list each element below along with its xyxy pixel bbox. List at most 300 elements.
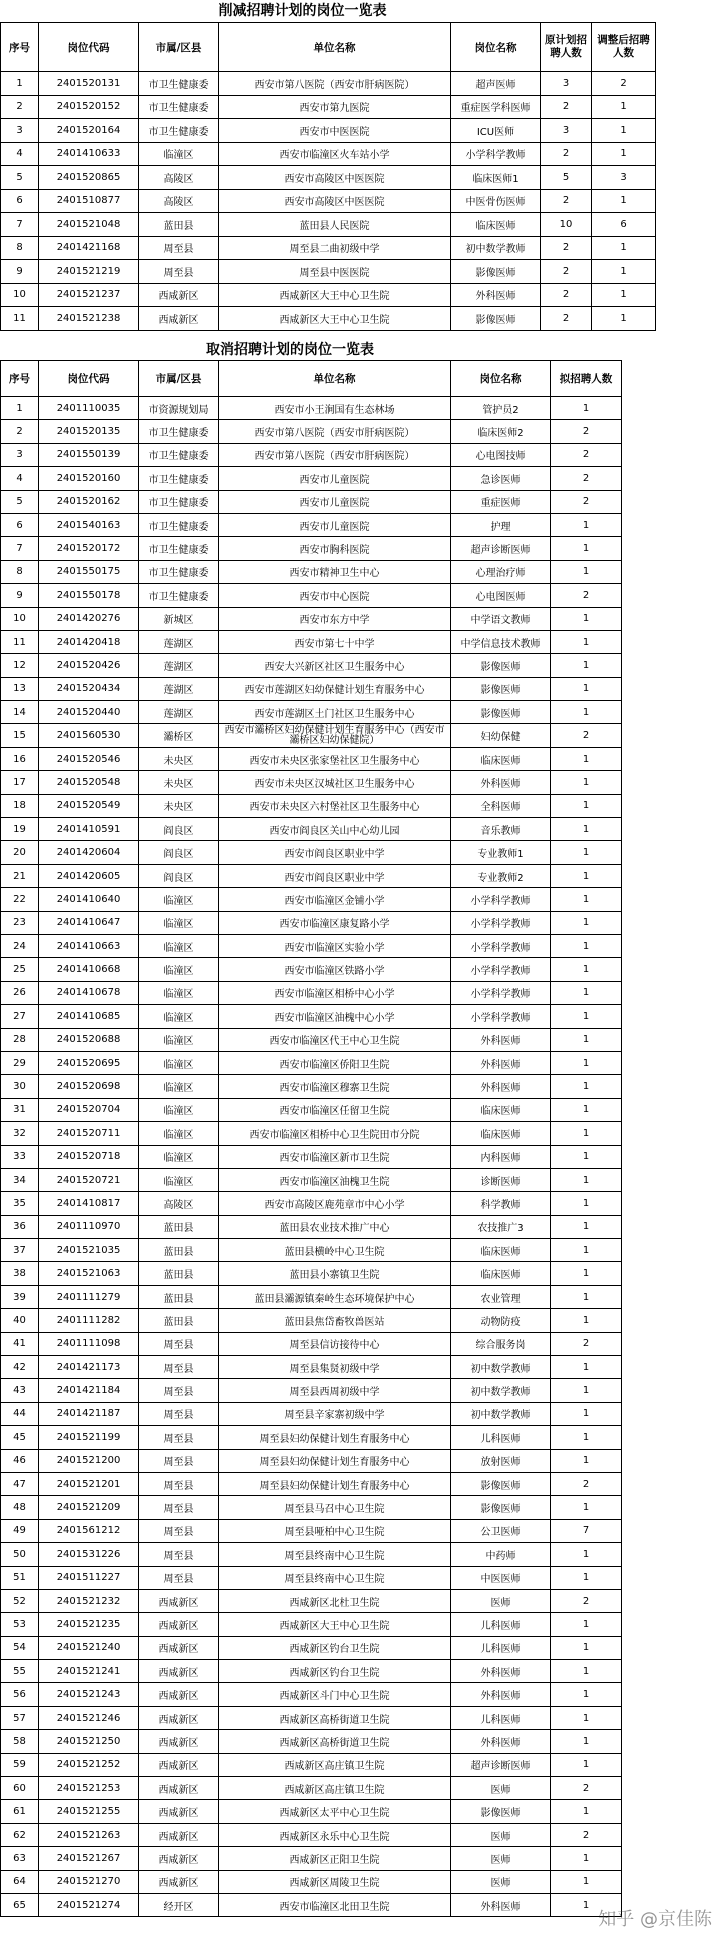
table2-header-cell: 岗位代码 xyxy=(39,361,139,397)
table-cell: 西安市临潼区相桥中心小学 xyxy=(219,981,451,1004)
table-row xyxy=(1,1145,622,1168)
table-cell: 2401560530 xyxy=(39,724,139,747)
table-cell: 西安市临潼区油槐卫生院 xyxy=(219,1168,451,1191)
table-cell: 1 xyxy=(551,1402,622,1425)
table-cell: 护理 xyxy=(451,513,551,536)
table-row xyxy=(1,701,622,724)
table-cell: 周至县妇幼保健计划生育服务中心 xyxy=(219,1449,451,1472)
table-cell: 11 xyxy=(1,630,39,653)
table-cell: 1 xyxy=(551,1262,622,1285)
table-cell: 2401110970 xyxy=(39,1215,139,1238)
table-cell: 临床医师 xyxy=(451,1098,551,1121)
table-cell: 4 xyxy=(1,142,39,166)
table-cell: 初中数学教师 xyxy=(451,236,541,260)
table-cell: 24 xyxy=(1,934,39,957)
table-cell: 西咸新区大王中心卫生院 xyxy=(219,283,451,307)
table-cell: 周至县 xyxy=(139,1379,219,1402)
table-cell: 西安市临潼区金铺小学 xyxy=(219,888,451,911)
table-cell: 高陵区 xyxy=(139,166,219,190)
table-cell: 临潼区 xyxy=(139,958,219,981)
table-cell: 2 xyxy=(551,467,622,490)
table-cell: 小学科学教师 xyxy=(451,958,551,981)
table-cell: 市卫生健康委 xyxy=(139,560,219,583)
table-cell: 39 xyxy=(1,1285,39,1308)
table-cell: 2401520546 xyxy=(39,747,139,770)
table-cell: 西咸新区 xyxy=(139,1870,219,1893)
table-cell: 63 xyxy=(1,1847,39,1870)
table-cell: 临潼区 xyxy=(139,1005,219,1028)
table-cell: 音乐教师 xyxy=(451,818,551,841)
table-cell: 阎良区 xyxy=(139,818,219,841)
table-row xyxy=(1,1051,622,1074)
table-cell: 1 xyxy=(551,1051,622,1074)
table-cell: 51 xyxy=(1,1566,39,1589)
table-row xyxy=(1,1356,622,1379)
table-cell: 1 xyxy=(551,1285,622,1308)
table-cell: 60 xyxy=(1,1777,39,1800)
table-cell: 2 xyxy=(551,443,622,466)
table-cell: 2 xyxy=(551,1472,622,1495)
table-cell: 西安市高陵区中医医院 xyxy=(219,166,451,190)
table-cell: 7 xyxy=(551,1519,622,1542)
table-cell: 8 xyxy=(1,236,39,260)
table-cell: 医师 xyxy=(451,1847,551,1870)
table-cell: 57 xyxy=(1,1706,39,1729)
table-cell: 2401520434 xyxy=(39,677,139,700)
table-cell: 市卫生健康委 xyxy=(139,420,219,443)
table-row xyxy=(1,677,622,700)
table-cell: 周至县 xyxy=(139,236,219,260)
table-cell: 1 xyxy=(551,1449,622,1472)
table-cell: 1 xyxy=(551,1660,622,1683)
table-cell: 西安市中心医院 xyxy=(219,584,451,607)
table-cell: 2401520152 xyxy=(39,95,139,119)
table-cell: 临潼区 xyxy=(139,981,219,1004)
table-cell: 53 xyxy=(1,1613,39,1636)
table-cell: 医师 xyxy=(451,1589,551,1612)
table-row xyxy=(1,1496,622,1519)
table-cell: 1 xyxy=(551,934,622,957)
table-cell: 西安市临潼区新市卫生院 xyxy=(219,1145,451,1168)
table-cell: 科学教师 xyxy=(451,1192,551,1215)
table-row xyxy=(1,72,656,96)
table-cell: 2401520131 xyxy=(39,72,139,96)
table-row xyxy=(1,513,622,536)
table-cell: 58 xyxy=(1,1730,39,1753)
table-row xyxy=(1,1192,622,1215)
table-cell: 蓝田县焦岱畜牧兽医站 xyxy=(219,1309,451,1332)
table-cell: 37 xyxy=(1,1239,39,1262)
table-cell: 1 xyxy=(551,747,622,770)
table-cell: 43 xyxy=(1,1379,39,1402)
table-cell: 6 xyxy=(1,189,39,213)
table-cell: 公卫医师 xyxy=(451,1519,551,1542)
table-cell: 西咸新区北杜卫生院 xyxy=(219,1589,451,1612)
table-cell: 2 xyxy=(551,724,622,747)
table-cell: 西安市临潼区穆寨卫生院 xyxy=(219,1075,451,1098)
table-cell: 1 xyxy=(551,1566,622,1589)
table-cell: 中学信息技术教师 xyxy=(451,630,551,653)
table-cell: 2401531226 xyxy=(39,1543,139,1566)
table-cell: 1 xyxy=(551,1730,622,1753)
table2-header-cell: 市属/区县 xyxy=(139,361,219,397)
table-cell: 2401410647 xyxy=(39,911,139,934)
table-cell: 2401421187 xyxy=(39,1402,139,1425)
table-row xyxy=(1,490,622,513)
table-cell: 西安市胸科医院 xyxy=(219,537,451,560)
table-row xyxy=(1,1098,622,1121)
table-cell: 2401521063 xyxy=(39,1262,139,1285)
table-cell: 38 xyxy=(1,1262,39,1285)
table1-header-cell: 原计划招聘人数 xyxy=(541,23,592,72)
table-cell: 2401521237 xyxy=(39,283,139,307)
table-cell: 1 xyxy=(551,771,622,794)
table-cell: 周至县 xyxy=(139,1472,219,1495)
table-cell: ICU医师 xyxy=(451,119,541,143)
table-cell: 周至县妇幼保健计划生育服务中心 xyxy=(219,1426,451,1449)
table-cell: 儿科医师 xyxy=(451,1426,551,1449)
table-cell: 2401410591 xyxy=(39,818,139,841)
table-row xyxy=(1,841,622,864)
table-cell: 27 xyxy=(1,1005,39,1028)
table-cell: 2401520440 xyxy=(39,701,139,724)
table-cell: 1 xyxy=(551,864,622,887)
table-cell: 西咸新区 xyxy=(139,1730,219,1753)
table-cell: 西咸新区 xyxy=(139,1589,219,1612)
table-cell: 2 xyxy=(541,260,592,284)
table-cell: 62 xyxy=(1,1823,39,1846)
table-cell: 外科医师 xyxy=(451,1894,551,1917)
table-cell: 西安市第八医院（西安市肝病医院） xyxy=(219,420,451,443)
table-cell: 西安市临潼区相桥中心卫生院田市分院 xyxy=(219,1122,451,1145)
table-cell: 1 xyxy=(551,1706,622,1729)
table-cell: 周至县 xyxy=(139,1496,219,1519)
table-cell: 2401521246 xyxy=(39,1706,139,1729)
table-cell: 2401410678 xyxy=(39,981,139,1004)
table-row xyxy=(1,119,656,143)
table-cell: 5 xyxy=(1,166,39,190)
table-cell: 西安市未央区张家堡社区卫生服务中心 xyxy=(219,747,451,770)
table-cell: 周至县辛家寨初级中学 xyxy=(219,1402,451,1425)
table-cell: 周至县 xyxy=(139,1332,219,1355)
table-cell: 2401520721 xyxy=(39,1168,139,1191)
table-cell: 1 xyxy=(551,1636,622,1659)
table-cell: 1 xyxy=(592,283,656,307)
table-row xyxy=(1,958,622,981)
table-cell: 5 xyxy=(541,166,592,190)
table-cell: 临床医师 xyxy=(451,747,551,770)
table-row xyxy=(1,189,656,213)
table-cell: 中医医师 xyxy=(451,1566,551,1589)
table1-header-cell: 单位名称 xyxy=(219,23,451,72)
table-cell: 3 xyxy=(541,119,592,143)
table-cell: 1 xyxy=(551,537,622,560)
table-cell: 2401520160 xyxy=(39,467,139,490)
table-cell: 2401520688 xyxy=(39,1028,139,1051)
table-cell: 2401521201 xyxy=(39,1472,139,1495)
table-cell: 西安市阎良区关山中心幼儿园 xyxy=(219,818,451,841)
table-cell: 19 xyxy=(1,818,39,841)
table-row xyxy=(1,307,656,331)
table-cell: 2401521232 xyxy=(39,1589,139,1612)
table-cell: 市卫生健康委 xyxy=(139,95,219,119)
table-row xyxy=(1,537,622,560)
table-cell: 市卫生健康委 xyxy=(139,443,219,466)
table-cell: 西咸新区 xyxy=(139,1636,219,1659)
table-cell: 2401521241 xyxy=(39,1660,139,1683)
table-cell: 未央区 xyxy=(139,794,219,817)
table-row xyxy=(1,1566,622,1589)
table-cell: 2401511227 xyxy=(39,1566,139,1589)
table-row xyxy=(1,467,622,490)
table-cell: 外科医师 xyxy=(451,1730,551,1753)
table-cell: 2401410633 xyxy=(39,142,139,166)
table-cell: 23 xyxy=(1,911,39,934)
table2-header-cell: 序号 xyxy=(1,361,39,397)
table-cell: 14 xyxy=(1,701,39,724)
table-row xyxy=(1,1800,622,1823)
table-cell: 3 xyxy=(1,443,39,466)
table-cell: 1 xyxy=(551,841,622,864)
table-cell: 7 xyxy=(1,537,39,560)
table-cell: 西安市未央区六村堡社区卫生服务中心 xyxy=(219,794,451,817)
table-cell: 临床医师 xyxy=(451,1262,551,1285)
table-cell: 1 xyxy=(551,888,622,911)
table-cell: 周至县 xyxy=(139,1402,219,1425)
table-cell: 33 xyxy=(1,1145,39,1168)
table-cell: 15 xyxy=(1,724,39,747)
table-cell: 13 xyxy=(1,677,39,700)
table-cell: 2401521240 xyxy=(39,1636,139,1659)
table-row xyxy=(1,1332,622,1355)
table-cell: 西安市东方中学 xyxy=(219,607,451,630)
table-row xyxy=(1,794,622,817)
table-cell: 1 xyxy=(551,1145,622,1168)
table-cell: 蓝田县小寨镇卫生院 xyxy=(219,1262,451,1285)
table-cell: 11 xyxy=(1,307,39,331)
table-cell: 临潼区 xyxy=(139,1098,219,1121)
table-cell: 2401521250 xyxy=(39,1730,139,1753)
table-cell: 2401410640 xyxy=(39,888,139,911)
table-cell: 1 xyxy=(551,818,622,841)
table-row xyxy=(1,771,622,794)
table-cell: 29 xyxy=(1,1051,39,1074)
table-row xyxy=(1,443,622,466)
table-cell: 50 xyxy=(1,1543,39,1566)
table-cell: 农技推广3 xyxy=(451,1215,551,1238)
table-cell: 西咸新区钓台卫生院 xyxy=(219,1636,451,1659)
table-cell: 2401111098 xyxy=(39,1332,139,1355)
table-row xyxy=(1,1660,622,1683)
table-cell: 1 xyxy=(592,119,656,143)
table-cell: 16 xyxy=(1,747,39,770)
table-cell: 专业教师1 xyxy=(451,841,551,864)
table-cell: 2401520164 xyxy=(39,119,139,143)
table-cell: 2401520695 xyxy=(39,1051,139,1074)
table-cell: 西咸新区大王中心卫生院 xyxy=(219,1613,451,1636)
table-cell: 西咸新区 xyxy=(139,1823,219,1846)
table-cell: 临潼区 xyxy=(139,1051,219,1074)
table-cell: 西安市临潼区任留卫生院 xyxy=(219,1098,451,1121)
table-cell: 市卫生健康委 xyxy=(139,513,219,536)
table-cell: 6 xyxy=(1,513,39,536)
table-cell: 儿科医师 xyxy=(451,1706,551,1729)
table-cell: 1 xyxy=(551,677,622,700)
table-cell: 2401111279 xyxy=(39,1285,139,1308)
table-cell: 西安市高陵区鹿苑章市中心小学 xyxy=(219,1192,451,1215)
table-cell: 12 xyxy=(1,654,39,677)
table-cell: 1 xyxy=(551,1192,622,1215)
table-cell: 重症医学科医师 xyxy=(451,95,541,119)
table-cell: 周至县西周初级中学 xyxy=(219,1379,451,1402)
table-row xyxy=(1,560,622,583)
table-cell: 西咸新区周陵卫生院 xyxy=(219,1870,451,1893)
table-cell: 综合服务岗 xyxy=(451,1332,551,1355)
table-cell: 2401421184 xyxy=(39,1379,139,1402)
table-cell: 2 xyxy=(541,307,592,331)
table-cell: 超声诊断医师 xyxy=(451,1753,551,1776)
table-cell: 61 xyxy=(1,1800,39,1823)
table-cell: 10 xyxy=(1,283,39,307)
table-row xyxy=(1,1730,622,1753)
table-cell: 市卫生健康委 xyxy=(139,72,219,96)
table-cell: 1 xyxy=(1,397,39,420)
table-cell: 3 xyxy=(541,72,592,96)
table-row xyxy=(1,1894,622,1917)
table-row xyxy=(1,236,656,260)
table-cell: 2401520162 xyxy=(39,490,139,513)
table-cell: 小学科学教师 xyxy=(451,1005,551,1028)
table-cell: 市资源规划局 xyxy=(139,397,219,420)
table-cell: 9 xyxy=(1,260,39,284)
table-row xyxy=(1,1262,622,1285)
table-cell: 心理治疗师 xyxy=(451,560,551,583)
table-cell: 西咸新区正阳卫生院 xyxy=(219,1847,451,1870)
table2-header-cell: 拟招聘人数 xyxy=(551,361,622,397)
table-cell: 26 xyxy=(1,981,39,1004)
table-cell: 西咸新区高桥街道卫生院 xyxy=(219,1730,451,1753)
table2-header-cell: 岗位名称 xyxy=(451,361,551,397)
table1-header-cell: 序号 xyxy=(1,23,39,72)
table-cell: 蓝田县灞源镇秦岭生态环境保护中心 xyxy=(219,1285,451,1308)
table-cell: 医师 xyxy=(451,1777,551,1800)
table-cell: 1 xyxy=(551,1075,622,1098)
table-cell: 西安市临潼区代王中心卫生院 xyxy=(219,1028,451,1051)
table-row xyxy=(1,981,622,1004)
table-cell: 1 xyxy=(551,1753,622,1776)
table-cell: 中医骨伤医师 xyxy=(451,189,541,213)
table-cell: 市卫生健康委 xyxy=(139,490,219,513)
table-cell: 2401520698 xyxy=(39,1075,139,1098)
table-cell: 40 xyxy=(1,1309,39,1332)
table-cell: 临潼区 xyxy=(139,888,219,911)
table-cell: 西安市高陵区中医医院 xyxy=(219,189,451,213)
table-cell: 儿科医师 xyxy=(451,1636,551,1659)
table-cell: 超声医师 xyxy=(451,72,541,96)
table-cell: 西安市莲湖区妇幼保健计划生育服务中心 xyxy=(219,677,451,700)
table-cell: 2401521274 xyxy=(39,1894,139,1917)
table-cell: 初中数学教师 xyxy=(451,1402,551,1425)
table-cell: 西咸新区 xyxy=(139,1706,219,1729)
table-row xyxy=(1,607,622,630)
table-cell: 1 xyxy=(551,630,622,653)
table-cell: 2401521219 xyxy=(39,260,139,284)
table-cell: 2401521200 xyxy=(39,1449,139,1472)
table-cell: 2401521253 xyxy=(39,1777,139,1800)
table-cell: 医师 xyxy=(451,1870,551,1893)
table-cell: 2401110035 xyxy=(39,397,139,420)
table-cell: 2401510877 xyxy=(39,189,139,213)
table-cell: 1 xyxy=(551,654,622,677)
table-cell: 3 xyxy=(1,119,39,143)
table1-body xyxy=(1,72,656,331)
table-cell: 西咸新区 xyxy=(139,1777,219,1800)
table-row xyxy=(1,397,622,420)
table-cell: 1 xyxy=(551,1613,622,1636)
table-cell: 25 xyxy=(1,958,39,981)
table-cell: 1 xyxy=(551,1800,622,1823)
table-row xyxy=(1,1706,622,1729)
table-cell: 2 xyxy=(541,95,592,119)
table-cell: 阎良区 xyxy=(139,841,219,864)
table-row xyxy=(1,888,622,911)
table-cell: 2401521199 xyxy=(39,1426,139,1449)
table-cell: 2401561212 xyxy=(39,1519,139,1542)
table-cell: 重症医师 xyxy=(451,490,551,513)
table-cell: 1 xyxy=(551,513,622,536)
table2-body xyxy=(1,397,622,1917)
table-cell: 动物防疫 xyxy=(451,1309,551,1332)
table-cell: 2401521255 xyxy=(39,1800,139,1823)
table-cell: 周至县终南中心卫生院 xyxy=(219,1543,451,1566)
table-cell: 2401520718 xyxy=(39,1145,139,1168)
table-cell: 1 xyxy=(551,1379,622,1402)
table-cell: 30 xyxy=(1,1075,39,1098)
table-cell: 64 xyxy=(1,1870,39,1893)
table-cell: 7 xyxy=(1,213,39,237)
table-cell: 47 xyxy=(1,1472,39,1495)
table-cell: 2401420418 xyxy=(39,630,139,653)
table-cell: 1 xyxy=(551,1894,622,1917)
table-cell: 2 xyxy=(541,142,592,166)
table-row xyxy=(1,1636,622,1659)
table-row xyxy=(1,1075,622,1098)
table-cell: 4 xyxy=(1,467,39,490)
table-cell: 初中数学教师 xyxy=(451,1379,551,1402)
table-cell: 临床医师1 xyxy=(451,166,541,190)
table-row xyxy=(1,1215,622,1238)
watermark: 知乎 @京佳陈 xyxy=(598,1909,712,1930)
table-cell: 1 xyxy=(551,397,622,420)
table-cell: 2 xyxy=(551,490,622,513)
table-cell: 1 xyxy=(551,1028,622,1051)
table-cell: 西安市临潼区实验小学 xyxy=(219,934,451,957)
table-cell: 1 xyxy=(551,1098,622,1121)
table-cell: 1 xyxy=(551,560,622,583)
table-cell: 阎良区 xyxy=(139,864,219,887)
table-cell: 2 xyxy=(551,420,622,443)
table-cell: 蓝田县横岭中心卫生院 xyxy=(219,1239,451,1262)
table-cell: 临床医师 xyxy=(451,1239,551,1262)
table-cell: 2401521035 xyxy=(39,1239,139,1262)
table-cell: 西咸新区 xyxy=(139,307,219,331)
table-cell: 西咸新区高桥街道卫生院 xyxy=(219,1706,451,1729)
table-cell: 西咸新区 xyxy=(139,1753,219,1776)
table-cell: 高陵区 xyxy=(139,189,219,213)
table-cell: 周至县妇幼保健计划生育服务中心 xyxy=(219,1472,451,1495)
table-cell: 2 xyxy=(551,1589,622,1612)
table-cell: 农业管理 xyxy=(451,1285,551,1308)
